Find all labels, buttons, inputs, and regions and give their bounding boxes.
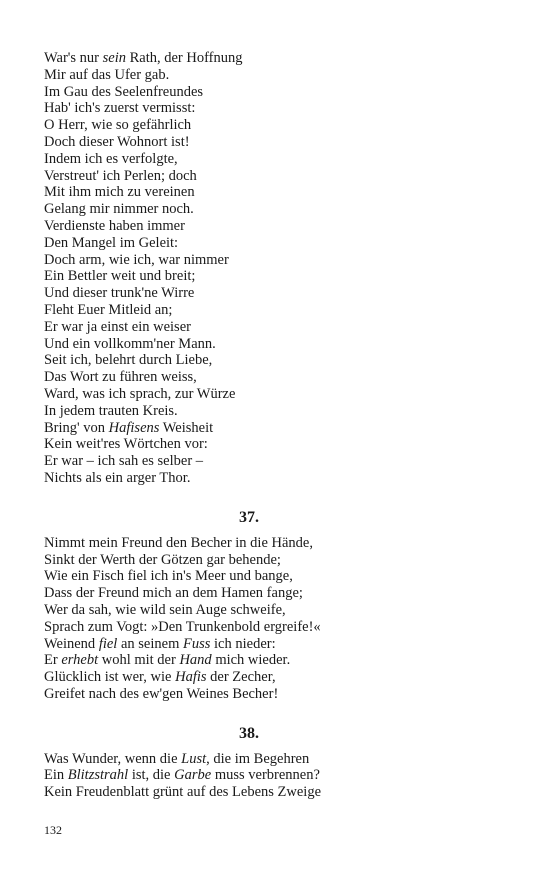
verse-emphasis: Hand [179, 652, 212, 669]
verse-line [44, 686, 514, 703]
verse-emphasis: Hafis [175, 669, 207, 686]
verse-line [44, 470, 514, 487]
verse-emphasis: Lust [181, 750, 207, 767]
verse-line [44, 619, 514, 636]
verse-line [44, 134, 514, 151]
verse-text: Sinkt der Werth der Götzen gar behende; [44, 551, 281, 568]
verse-line [44, 117, 514, 134]
verse-text: Im Gau des Seelenfreundes [44, 83, 204, 100]
verse-text: Ein [44, 767, 68, 784]
verse-line [44, 669, 514, 686]
verse-text: Ein Bettler weit und breit; [44, 268, 196, 285]
verse-text: Sprach zum Vogt: »Den Trunkenbold ergreife!« [44, 618, 321, 635]
verse-text: Weinend [44, 635, 99, 652]
verse-text: Nichts als ein arger Thor. [44, 469, 191, 486]
poem-38 [44, 751, 514, 801]
page-number: 132 [44, 823, 62, 837]
verse-line [44, 252, 514, 269]
verse-line [44, 369, 514, 386]
verse-line [44, 552, 514, 569]
verse-line [44, 535, 514, 552]
verse-line [44, 201, 514, 218]
verse-text: Wie ein Fisch fiel ich in's Meer und bange, [44, 568, 293, 585]
verse-line [44, 386, 514, 403]
verse-text: Den Mangel im Geleit: [44, 234, 179, 251]
verse-text: Greifet nach des ew'gen Weines Becher! [44, 685, 279, 702]
verse-line [44, 285, 514, 302]
verse-text: ist, die [128, 767, 175, 784]
verse-emphasis: fiel [98, 635, 118, 652]
verse-text: Ward, was ich sprach, zur Würze [44, 385, 236, 402]
verse-text: O Herr, wie so gefährlich [44, 117, 192, 134]
verse-text: Kein Freudenblatt grünt auf des Lebens Zweige [44, 784, 322, 801]
poem-37-number: 37. [239, 508, 259, 526]
verse-line [44, 585, 514, 602]
verse-text: Seit ich, belehrt durch Liebe, [44, 352, 213, 369]
verse-text: wohl mit der [98, 652, 180, 669]
verse-text: Mir auf das Ufer gab. [44, 66, 170, 83]
verse-line [44, 652, 514, 669]
verse-text: muss verbrennen? [211, 767, 320, 784]
verse-text: Und dieser trunk'ne Wirre [44, 285, 195, 302]
poem-38-number: 38. [239, 724, 259, 742]
verse-text: Was Wunder, wenn die [44, 750, 182, 767]
verse-text: an seinem [117, 635, 183, 652]
verse-emphasis: erhebt [61, 652, 99, 669]
verse-emphasis: Blitzstrahl [67, 767, 129, 784]
verse-line [44, 184, 514, 201]
verse-line [44, 436, 514, 453]
verse-text: Nimmt mein Freund den Becher in die Hände, [44, 534, 313, 551]
verse-text: War's nur [44, 50, 103, 66]
page-body [44, 50, 514, 801]
verse-line [44, 767, 514, 784]
verse-line [44, 403, 514, 420]
verse-line [44, 235, 514, 252]
verse-text: Er war – ich sah es selber – [44, 453, 204, 470]
verse-text: Fleht Euer Mitleid an; [44, 301, 173, 318]
verse-line [44, 568, 514, 585]
verse-text: Dass der Freund mich an dem Hamen fange; [44, 585, 303, 602]
verse-text: In jedem trauten Kreis. [44, 402, 178, 419]
verse-emphasis: Hafisens [108, 419, 160, 436]
verse-emphasis: Garbe [174, 767, 212, 784]
verse-line [44, 336, 514, 353]
verse-line [44, 168, 514, 185]
verse-text: Bring' von [44, 419, 109, 436]
verse-line [44, 453, 514, 470]
verse-text: Glücklich ist wer, wie [44, 669, 176, 686]
verse-text: Und ein vollkomm'ner Mann. [44, 335, 216, 352]
verse-line [44, 151, 514, 168]
verse-text: Er [44, 652, 62, 669]
verse-text: Mit ihm mich zu vereinen [44, 184, 195, 201]
verse-line [44, 50, 514, 67]
verse-line [44, 67, 514, 84]
verse-text: mich wieder. [211, 652, 291, 669]
verse-text: Verdienste haben immer [44, 217, 185, 234]
verse-line [44, 636, 514, 653]
verse-line [44, 302, 514, 319]
verse-text: Verstreut' ich Perlen; doch [44, 167, 197, 184]
verse-text: Indem ich es verfolgte, [44, 150, 178, 167]
verse-text: Er war ja einst ein weiser [44, 318, 191, 335]
verse-line [44, 218, 514, 235]
verse-text: Wer da sah, wie wild sein Auge schweife, [44, 601, 286, 618]
verse-text: Hab' ich's zuerst vermisst: [44, 100, 196, 117]
verse-line [44, 319, 514, 336]
verse-line [44, 602, 514, 619]
verse-line [44, 352, 514, 369]
verse-line [44, 420, 514, 437]
verse-text: Doch arm, wie ich, war nimmer [44, 251, 229, 268]
verse-line [44, 751, 514, 768]
verse-text: Weisheit [159, 419, 214, 436]
verse-line [44, 268, 514, 285]
verse-text: der Zecher, [206, 669, 276, 686]
verse-text: Kein weit'res Wörtchen vor: [44, 436, 208, 453]
verse-emphasis: sein [102, 50, 126, 66]
verse-text: Das Wort zu führen weiss, [44, 369, 197, 386]
verse-text: ich nieder: [210, 635, 276, 652]
poem-36-continuation [44, 50, 514, 487]
verse-text: Doch dieser Wohnort ist! [44, 133, 190, 150]
verse-text: , die im Begehren [206, 750, 310, 767]
poem-37 [44, 535, 514, 703]
verse-text: Rath, der Hoffnung [125, 50, 243, 66]
verse-emphasis: Fuss [182, 635, 211, 652]
verse-line [44, 84, 514, 101]
verse-text: Gelang mir nimmer noch. [44, 201, 194, 218]
verse-line [44, 784, 514, 801]
verse-line [44, 100, 514, 117]
